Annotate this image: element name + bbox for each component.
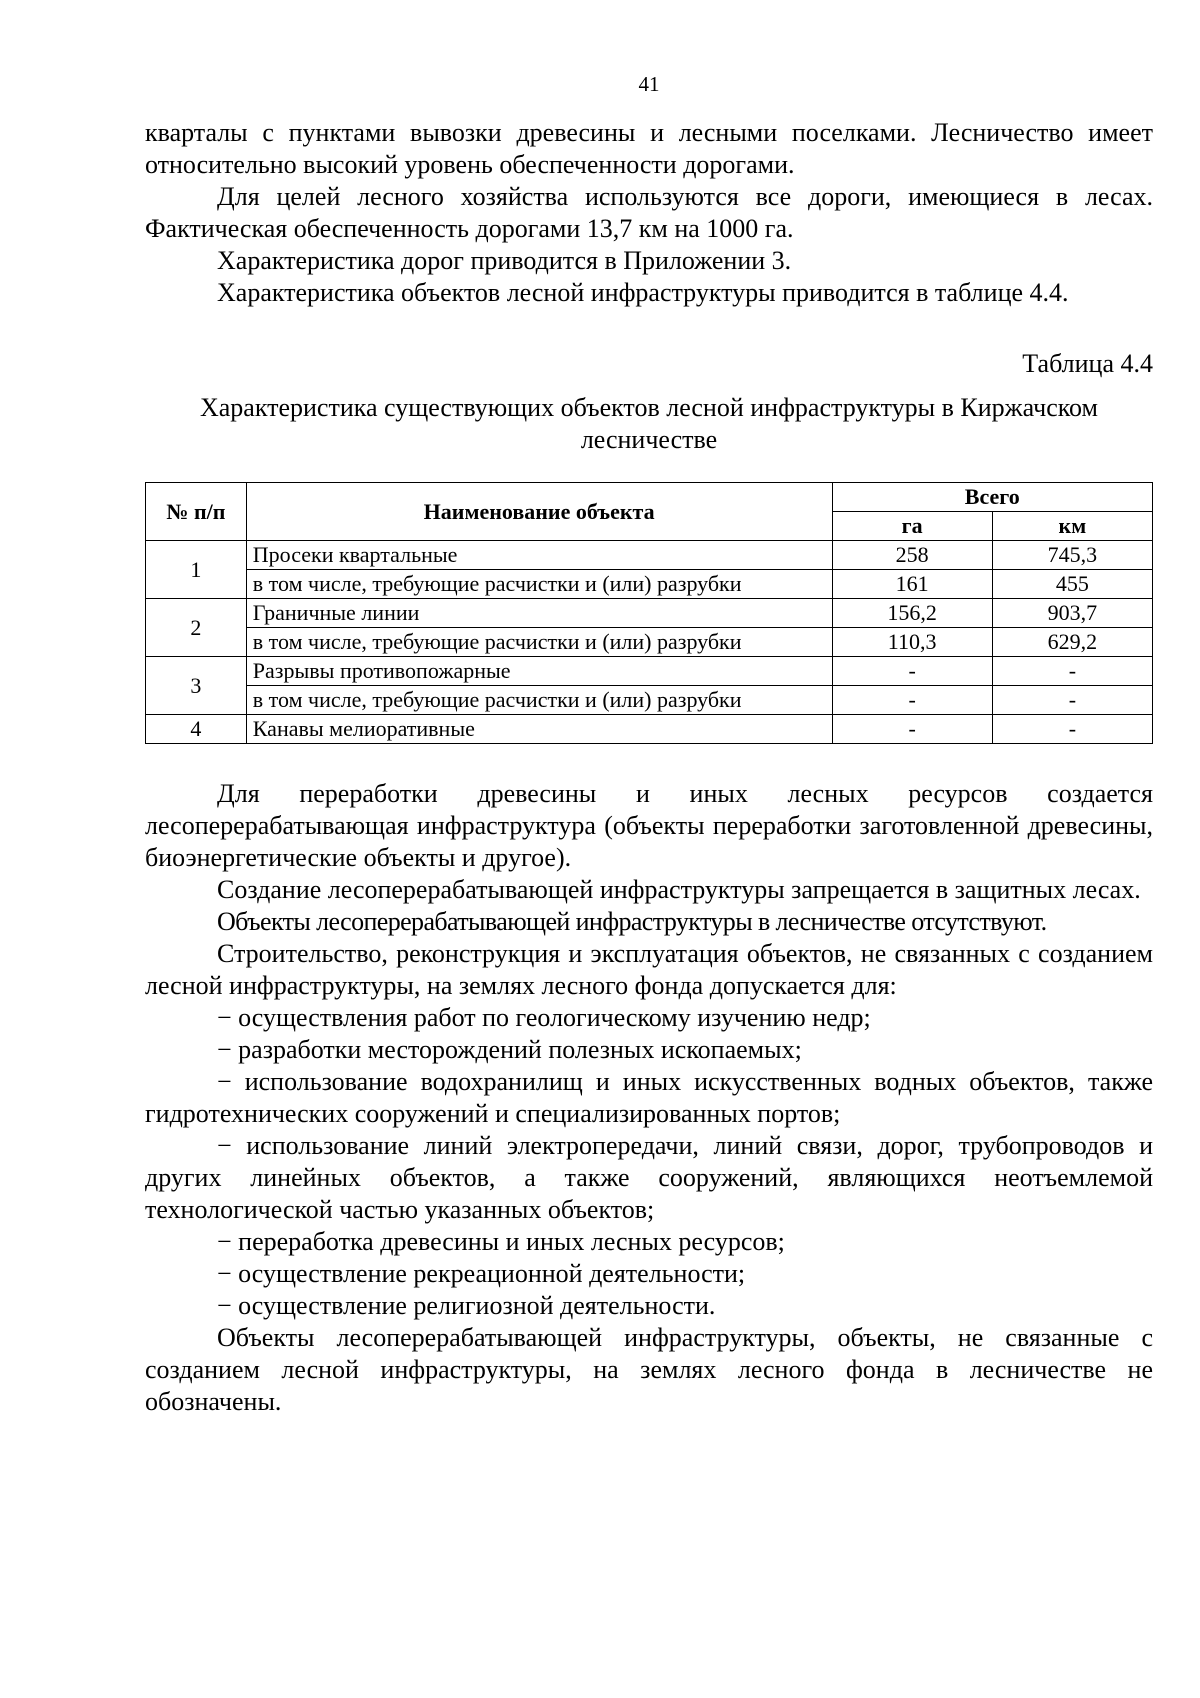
row-km: 745,3 bbox=[992, 541, 1152, 570]
table-header-row bbox=[146, 483, 1153, 512]
body-paragraph-5: Объекты лесоперерабатывающей инфраструктуры, объекты, не связанные с созданием лесной инфраструктуры, на землях лесного фонда в лесничестве не обозначены. bbox=[145, 1323, 1153, 1416]
page-number: 41 bbox=[638, 72, 660, 96]
row-number: 4 bbox=[146, 715, 247, 744]
list-item: − осуществление религиозной деятельности. bbox=[217, 1291, 716, 1320]
row-km: 455 bbox=[992, 570, 1152, 599]
header-name: Наименование объекта bbox=[246, 483, 832, 541]
row-name: в том числе, требующие расчистки и (или) разрубки bbox=[246, 628, 832, 657]
row-ha: 161 bbox=[832, 570, 992, 599]
row-number: 1 bbox=[146, 541, 247, 599]
table-row bbox=[146, 541, 1153, 570]
row-name: Разрывы противопожарные bbox=[246, 657, 832, 686]
header-num: № п/п bbox=[146, 483, 247, 541]
row-ha: 110,3 bbox=[832, 628, 992, 657]
table-row bbox=[146, 570, 1153, 599]
intro-paragraph-1: кварталы с пунктами вывозки древесины и лесными поселками. Лесничество имеет относительно высокий уровень обеспеченности дорогами. bbox=[145, 118, 1153, 179]
body-paragraph-2: Создание лесоперерабатывающей инфраструктуры запрещается в защитных лесах. bbox=[217, 875, 1141, 904]
body-section bbox=[145, 778, 1153, 1418]
row-name: в том числе, требующие расчистки и (или) разрубки bbox=[246, 570, 832, 599]
table-row bbox=[146, 686, 1153, 715]
row-name: Граничные линии bbox=[246, 599, 832, 628]
row-km: - bbox=[992, 715, 1152, 744]
row-name: Канавы мелиоративные bbox=[246, 715, 832, 744]
row-ha: 156,2 bbox=[832, 599, 992, 628]
table-row bbox=[146, 628, 1153, 657]
infrastructure-table bbox=[145, 482, 1153, 744]
table-title: Характеристика существующих объектов лесной инфраструктуры в Киржачском лесничестве bbox=[199, 393, 1099, 454]
row-km: - bbox=[992, 657, 1152, 686]
table-number-label: Таблица 4.4 bbox=[1022, 349, 1153, 378]
list-item: − использование линий электропередачи, линий связи, дорог, трубопроводов и других линейных объектов, а также сооружений, являющихся неотъемлемой технологической частью указанных объектов; bbox=[145, 1131, 1153, 1224]
body-paragraph-4: Строительство, реконструкция и эксплуатация объектов, не связанных с созданием лесной инфраструктуры, на землях лесного фонда допускается для: bbox=[145, 939, 1153, 1000]
row-name: в том числе, требующие расчистки и (или) разрубки bbox=[246, 686, 832, 715]
list-item: − осуществление рекреационной деятельности; bbox=[217, 1259, 746, 1288]
row-ha: - bbox=[832, 686, 992, 715]
row-ha: - bbox=[832, 657, 992, 686]
list-item: − переработка древесины и иных лесных ресурсов; bbox=[217, 1227, 785, 1256]
row-km: - bbox=[992, 686, 1152, 715]
body-paragraph-1: Для переработки древесины и иных лесных ресурсов создается лесоперерабатывающая инфраструктура (объекты переработки заготовленной древесины, биоэнергетические объекты и другое). bbox=[145, 779, 1153, 872]
intro-section bbox=[145, 117, 1153, 309]
intro-paragraph-2: Для целей лесного хозяйства используются все дороги, имеющиеся в лесах. Фактическая обеспеченность дорогами 13,7 км на 1000 га. bbox=[145, 182, 1153, 243]
row-ha: 258 bbox=[832, 541, 992, 570]
row-km: 629,2 bbox=[992, 628, 1152, 657]
row-number: 2 bbox=[146, 599, 247, 657]
row-name: Просеки квартальные bbox=[246, 541, 832, 570]
header-total: Всего bbox=[832, 483, 1152, 512]
intro-paragraph-3: Характеристика дорог приводится в Приложении 3. bbox=[217, 246, 792, 275]
table-row bbox=[146, 657, 1153, 686]
header-km: км bbox=[992, 512, 1152, 541]
row-number: 3 bbox=[146, 657, 247, 715]
list-item: − осуществления работ по геологическому изучению недр; bbox=[217, 1003, 871, 1032]
body-paragraph-3: Объекты лесоперерабатывающей инфраструктуры в лесничестве отсутствуют. bbox=[217, 907, 1047, 936]
row-ha: - bbox=[832, 715, 992, 744]
table-row bbox=[146, 599, 1153, 628]
intro-paragraph-4: Характеристика объектов лесной инфраструктуры приводится в таблице 4.4. bbox=[217, 278, 1069, 307]
list-item: − разработки месторождений полезных ископаемых; bbox=[217, 1035, 802, 1064]
table-row bbox=[146, 715, 1153, 744]
row-km: 903,7 bbox=[992, 599, 1152, 628]
list-item: − использование водохранилищ и иных искусственных водных объектов, также гидротехнических сооружений и специализированных портов; bbox=[145, 1067, 1153, 1128]
header-ha: га bbox=[832, 512, 992, 541]
